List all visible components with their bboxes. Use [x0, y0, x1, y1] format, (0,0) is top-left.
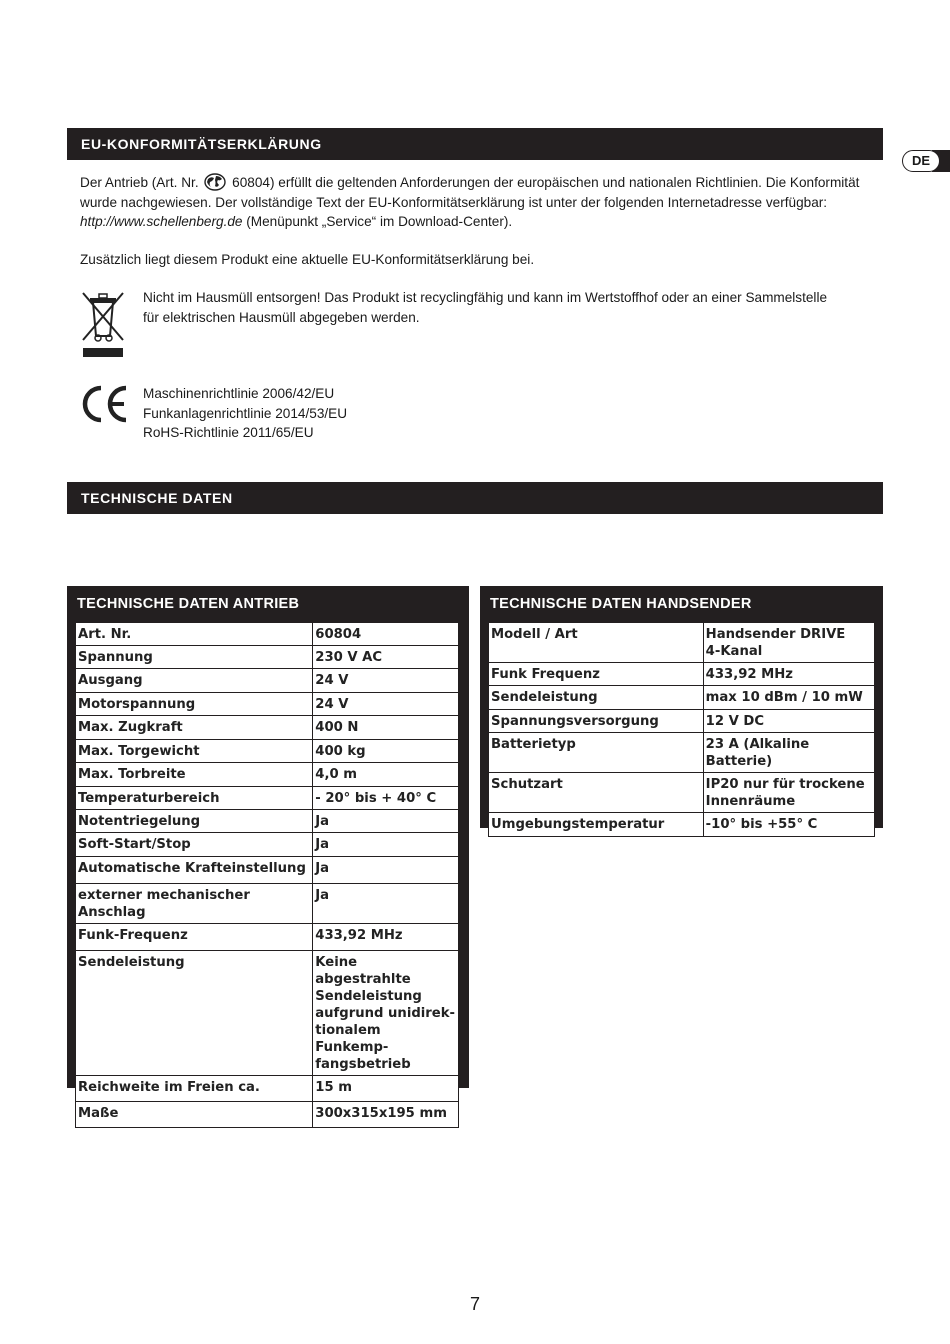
table-row [76, 693, 459, 716]
spec-value-cell: 4,0 m [313, 763, 459, 787]
spec-label-cell: Art. Nr. [76, 623, 313, 646]
spec-value-cell: 23 A (Alkaline Batterie) [703, 733, 874, 773]
spec-label-cell: Batterietyp [489, 733, 704, 773]
page-number: 7 [469, 1294, 480, 1314]
table-row [489, 663, 875, 686]
drive-spec-panel [67, 586, 469, 1121]
table-row [76, 623, 459, 646]
section-title-tech: TECHNISCHE DATEN [81, 490, 233, 506]
table-row [76, 646, 459, 669]
directive-item: Funkanlagenrichtlinie 2014/53/EU [143, 405, 348, 421]
spec-label-cell: Motorspannung [76, 693, 313, 716]
table-row [76, 1076, 459, 1102]
spec-value-cell: 230 V AC [313, 646, 459, 669]
spec-label-cell: externer mechanischer Anschlag [76, 884, 313, 924]
table-row [76, 810, 459, 833]
spec-label-cell: Max. Zugkraft [76, 716, 313, 740]
additional-declaration-text: Zusätzlich liegt diesem Produkt eine aktuelle EU-Konformitätserklärung bei. [80, 252, 535, 267]
crossed-bin-icon [80, 290, 126, 360]
spec-label-cell: Modell / Art [489, 623, 704, 663]
conformity-text-start: Der Antrieb (Art. Nr. [80, 175, 199, 190]
spec-value-cell: IP20 nur für trockene Innenräume [703, 773, 874, 813]
table-row [489, 773, 875, 813]
spec-value-cell: 12 V DC [703, 710, 874, 733]
disposal-note-line: Nicht im Hausmüll entsorgen! Das Produkt ist recyclingfähig und kann im Wertstoffhof oder an einer Sammelstelle [143, 290, 828, 305]
spec-label-cell: Max. Torgewicht [76, 740, 313, 763]
remote-spec-table [488, 622, 875, 837]
table-row [76, 763, 459, 787]
spec-label-cell: Umgebungstemperatur [489, 813, 704, 837]
table-row [76, 884, 459, 924]
section-title-conformity: EU-KONFORMITÄTSERKLÄRUNG [81, 136, 322, 152]
conformity-text-end: (Menüpunkt „Service“ im Download-Center). [246, 214, 513, 229]
spec-label-cell: Funk-Frequenz [76, 924, 313, 951]
spec-value-cell: 433,92 MHz [703, 663, 874, 686]
table-row [489, 710, 875, 733]
spec-label-cell: Maße [76, 1102, 313, 1128]
table-row [76, 669, 459, 693]
spec-value-cell: Ja [313, 884, 459, 924]
spec-value-cell: - 20° bis + 40° C [313, 787, 459, 810]
language-badge [902, 150, 950, 172]
table-row [76, 1102, 459, 1128]
table-row [76, 787, 459, 810]
directive-item: Maschinenrichtlinie 2006/42/EU [143, 386, 335, 401]
section-header-conformity [67, 128, 883, 160]
drive-spec-title: TECHNISCHE DATEN ANTRIEB [77, 596, 300, 612]
spec-value-cell: 433,92 MHz [313, 924, 459, 951]
table-row [76, 857, 459, 884]
language-badge-label: DE [902, 150, 940, 172]
spec-value-cell: 15 m [313, 1076, 459, 1102]
conformity-paragraph [80, 173, 880, 232]
spec-value-cell: Ja [313, 810, 459, 833]
drive-spec-table [75, 622, 459, 1128]
table-row [76, 716, 459, 740]
table-row [76, 924, 459, 951]
ce-mark-icon [80, 384, 130, 424]
remote-spec-title: TECHNISCHE DATEN HANDSENDER [490, 596, 752, 612]
spec-label-cell: Notentriegelung [76, 810, 313, 833]
spec-label-cell: Soft-Start/Stop [76, 833, 313, 857]
spec-label-cell: Sendeleistung [76, 951, 313, 1076]
spec-value-cell: 24 V [313, 669, 459, 693]
spec-value-cell: Ja [313, 833, 459, 857]
spec-label-cell: Ausgang [76, 669, 313, 693]
spec-label-cell: Max. Torbreite [76, 763, 313, 787]
spec-value-cell: -10° bis +55° C [703, 813, 874, 837]
spec-label-cell: Temperaturbereich [76, 787, 313, 810]
spec-label-cell: Funk Frequenz [489, 663, 704, 686]
remote-spec-panel [480, 586, 883, 832]
conformity-text-main: 60804) erfüllt die geltenden Anforderungen der europäischen und nationalen Richtlinien. Die Konformität wurde nachgewiesen. Der vollständige Text der EU-Konformitätserklärung ist unter der folgenden Internetadresse verfügbar: [80, 175, 860, 210]
table-row [489, 813, 875, 837]
spec-value-cell: Handsender DRIVE 4-Kanal [703, 623, 874, 663]
spec-value-cell: 60804 [313, 623, 459, 646]
spec-label-cell: Spannungsversorgung [489, 710, 704, 733]
table-row [489, 733, 875, 773]
spec-label-cell: Sendeleistung [489, 686, 704, 710]
spec-label-cell: Reichweite im Freien ca. [76, 1076, 313, 1102]
section-header-tech [67, 482, 883, 514]
spec-value-cell: Ja [313, 857, 459, 884]
spec-value-cell: Keine abgestrahlte Sendeleistung aufgrund unidirek- tionalem Funkemp- fangsbetrieb [313, 951, 459, 1076]
table-row [76, 740, 459, 763]
spec-label-cell: Spannung [76, 646, 313, 669]
table-row [489, 623, 875, 663]
spec-label-cell: Schutzart [489, 773, 704, 813]
table-row [489, 686, 875, 710]
disposal-note-line: für elektrischen Hausmüll abgegeben werden. [143, 309, 420, 325]
table-row [76, 951, 459, 1076]
directive-item: RoHS-Richtlinie 2011/65/EU [143, 425, 314, 440]
disposal-note [143, 288, 827, 327]
spec-value-cell: 24 V [313, 693, 459, 716]
directives-list [143, 384, 347, 443]
manufacturer-url[interactable]: http://www.schellenberg.de [80, 214, 243, 229]
spec-value-cell: 300x315x195 mm [313, 1102, 459, 1128]
spec-value-cell: max 10 dBm / 10 mW [703, 686, 874, 710]
table-row [76, 833, 459, 857]
spec-value-cell: 400 kg [313, 740, 459, 763]
globe-icon [204, 173, 226, 191]
spec-value-cell: 400 N [313, 716, 459, 740]
spec-label-cell: Automatische Krafteinstellung [76, 857, 313, 884]
